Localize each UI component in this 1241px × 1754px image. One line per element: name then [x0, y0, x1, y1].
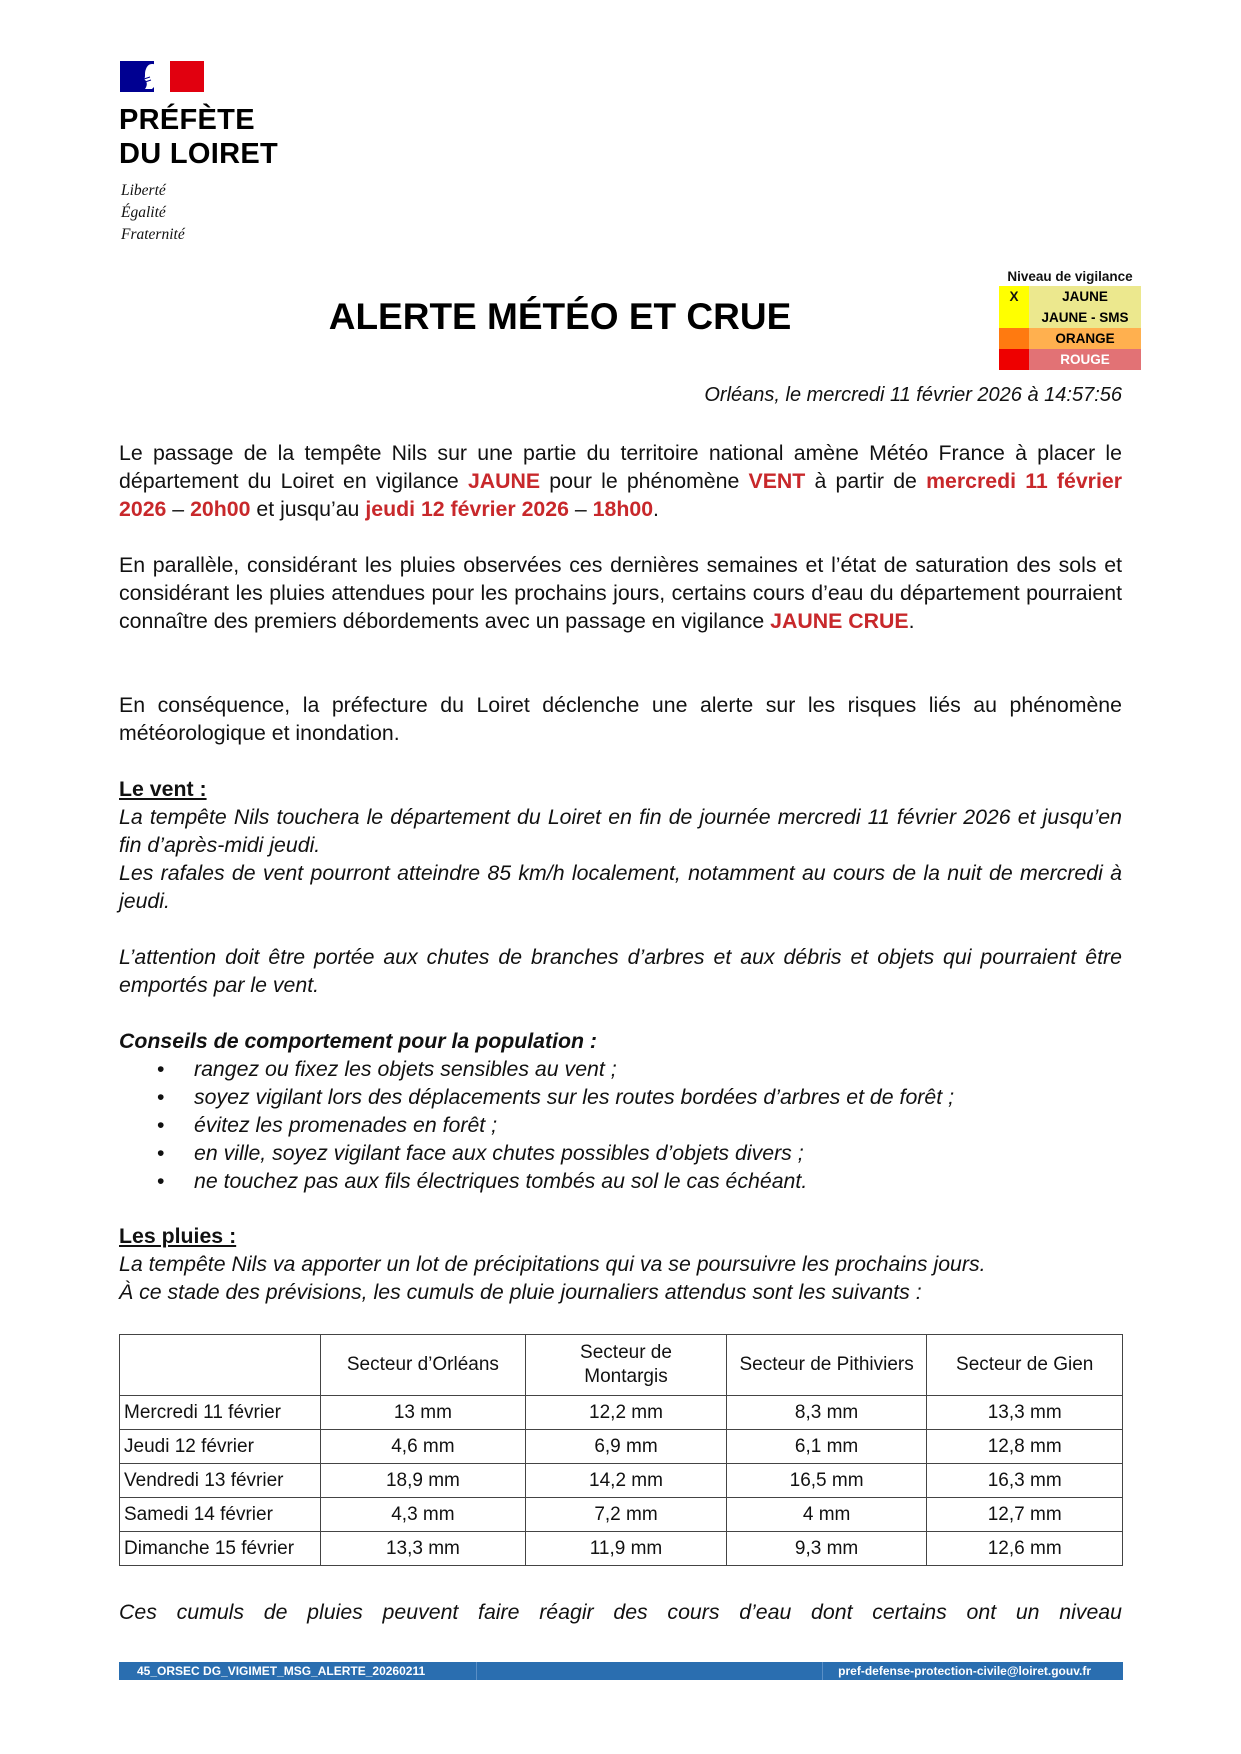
vigilance-level-label: JAUNE: [1029, 286, 1141, 307]
footer-divider: [476, 1662, 477, 1680]
document-title: ALERTE MÉTÉO ET CRUE: [328, 296, 792, 337]
vigilance-swatch: [999, 349, 1029, 370]
rainfall-table: [119, 1334, 1123, 1566]
republic-motto: [121, 180, 185, 246]
advice-heading: Conseils de comportement pour la population :: [119, 1029, 598, 1053]
table-cell: 13,3 mm: [320, 1532, 526, 1566]
table-cell: 12,7 mm: [927, 1498, 1123, 1532]
rain-paragraph-2: À ce stade des prévisions, les cumuls de pluie journaliers attendus sont les suivants :: [119, 1280, 922, 1304]
wind-section: [119, 775, 1122, 1195]
table-row: [120, 1498, 1123, 1532]
wind-heading: Le vent :: [119, 777, 207, 801]
end-time-highlight: 18h00: [592, 497, 654, 521]
vigilance-swatch: [999, 328, 1029, 349]
vigilance-level-highlight: JAUNE: [467, 469, 541, 493]
table-row: [120, 1430, 1123, 1464]
table-cell: 6,1 mm: [726, 1430, 927, 1464]
authority-line-1: PRÉFÈTE: [119, 104, 255, 136]
intro-paragraph-1: [119, 439, 1122, 523]
advice-item: • ne touchez pas aux fils électriques tombés au sol le cas échéant.: [119, 1167, 1122, 1195]
advice-item: • rangez ou fixez les objets sensibles au vent ;: [119, 1055, 1122, 1083]
footer-email[interactable]: pref-defense-protection-civile@loiret.gouv.fr: [838, 1664, 1091, 1678]
table-cell: 9,3 mm: [726, 1532, 927, 1566]
text: .: [908, 609, 915, 633]
text: En conséquence, la préfecture du Loiret déclenche une alerte sur les risques liés au phénomène météorologique et inondation.: [119, 693, 1122, 745]
table-cell: 8,3 mm: [726, 1396, 927, 1430]
rain-section: [119, 1222, 1122, 1306]
table-cell: 13 mm: [320, 1396, 526, 1430]
table-cell: 16,3 mm: [927, 1464, 1123, 1498]
start-time-highlight: 20h00: [190, 497, 251, 521]
table-row: [120, 1532, 1123, 1566]
wind-paragraph-3: L’attention doit être portée aux chutes de branches d’arbres et aux débris et objets qui pourraient être emportés par le vent.: [119, 945, 1122, 997]
text: –: [568, 497, 593, 521]
vigilance-level-row: [999, 307, 1141, 328]
table-cell: 4 mm: [726, 1498, 927, 1532]
table-row-label: Vendredi 13 février: [120, 1464, 321, 1498]
authority-line-2: DU LOIRET: [119, 138, 278, 170]
start-date-highlight: mercredi 11 février 2026: [119, 469, 1122, 521]
text: et jusqu’au: [250, 497, 366, 521]
table-cell: 4,3 mm: [320, 1498, 526, 1532]
vigilance-swatch: X: [999, 286, 1029, 307]
table-cell: 12,2 mm: [526, 1396, 727, 1430]
advice-item: • soyez vigilant lors des déplacements sur les routes bordées d’arbres et de forêt ;: [119, 1083, 1122, 1111]
table-column-header: Secteur de Montargis: [526, 1335, 727, 1396]
motto-egalite: Égalité: [121, 204, 166, 221]
table-cell: 18,9 mm: [320, 1464, 526, 1498]
vigilance-swatch: [999, 307, 1029, 328]
vigilance-level-row: [999, 328, 1141, 349]
vigilance-level-label: ORANGE: [1029, 328, 1141, 349]
text: En parallèle, considérant les pluies observées ces dernières semaines et l’état de saturation des sols et considérant les pluies attendues pour les prochains jours, certains cours d’eau du département pourraient connaître des premiers débordements avec un passage en vigilance: [119, 553, 1122, 633]
table-column-header: Secteur de Gien: [927, 1335, 1123, 1396]
motto-fraternite: Fraternité: [121, 226, 185, 243]
table-row-label: Mercredi 11 février: [120, 1396, 321, 1430]
wind-paragraph-2: Les rafales de vent pourront atteindre 85 km/h localement, notamment au cours de la nuit de mercredi à jeudi.: [119, 861, 1122, 913]
vigilance-level-row: [999, 286, 1141, 307]
footer-reference: 45_ORSEC DG_VIGIMET_MSG_ALERTE_20260211: [137, 1664, 426, 1678]
table-cell: 11,9 mm: [526, 1532, 727, 1566]
vigilance-level-label: ROUGE: [1029, 349, 1141, 370]
wind-paragraph-1: La tempête Nils touchera le département du Loiret en fin de journée mercredi 11 février 2026 et jusqu’en fin d’après-midi jeudi.: [119, 805, 1122, 857]
table-cell: 14,2 mm: [526, 1464, 727, 1498]
republique-francaise-logo: [120, 61, 204, 92]
vigilance-heading: Niveau de vigilance: [1007, 269, 1133, 284]
advice-item: • en ville, soyez vigilant face aux chutes possibles d’objets divers ;: [119, 1139, 1122, 1167]
table-cell: 12,6 mm: [927, 1532, 1123, 1566]
vigilance-level-row: [999, 349, 1141, 370]
table-header-row: [120, 1335, 1123, 1396]
vigilance-level-label: JAUNE - SMS: [1029, 307, 1141, 328]
end-date-highlight: jeudi 12 février 2026: [365, 497, 569, 521]
table-row-label: Dimanche 15 février: [120, 1532, 321, 1566]
table-row: [120, 1464, 1123, 1498]
marianne-icon: [142, 63, 162, 90]
motto-liberte: Liberté: [121, 182, 166, 199]
table-cell: 13,3 mm: [927, 1396, 1123, 1430]
table-column-header: Secteur d’Orléans: [320, 1335, 526, 1396]
table-cell: 6,9 mm: [526, 1430, 727, 1464]
table-cell: 16,5 mm: [726, 1464, 927, 1498]
table-cell: 7,2 mm: [526, 1498, 727, 1532]
footer-divider: [822, 1662, 823, 1680]
text: Le passage de la tempête Nils sur une partie du territoire national amène Météo France à placer le département du Loiret en vigilance: [119, 441, 1122, 493]
rain-heading: Les pluies :: [119, 1224, 237, 1248]
advice-item: • évitez les promenades en forêt ;: [119, 1111, 1122, 1139]
table-cell: 4,6 mm: [320, 1430, 526, 1464]
intro-paragraph-3: [119, 691, 1122, 747]
footer-bar: [119, 1662, 1123, 1680]
text: –: [166, 497, 191, 521]
table-row-label: Samedi 14 février: [120, 1498, 321, 1532]
table-cell: 12,8 mm: [927, 1430, 1123, 1464]
date-line: Orléans, le mercredi 11 février 2026 à 14:57:56: [704, 384, 1122, 406]
text: pour le phénomène: [540, 469, 749, 493]
table-column-header: Secteur de Pithiviers: [726, 1335, 927, 1396]
vigilance-level-table: [999, 268, 1141, 370]
text: .: [653, 497, 659, 521]
table-row: [120, 1396, 1123, 1430]
flood-level-highlight: JAUNE CRUE: [770, 609, 909, 633]
advice-list: [119, 1055, 1122, 1195]
phenomenon-highlight: VENT: [748, 469, 806, 493]
rain-paragraph-1: La tempête Nils va apporter un lot de précipitations qui va se poursuivre les prochains jours.: [119, 1252, 986, 1276]
rain-paragraph-after: Ces cumuls de pluies peuvent faire réagir des cours d’eau dont certains ont un niveau: [119, 1600, 1122, 1624]
table-row-label: Jeudi 12 février: [120, 1430, 321, 1464]
authority-name: [119, 103, 278, 171]
intro-paragraph-2: [119, 551, 1122, 635]
table-corner-cell: [120, 1335, 321, 1396]
flag-red-band: [170, 61, 204, 92]
text: à partir de: [805, 469, 927, 493]
